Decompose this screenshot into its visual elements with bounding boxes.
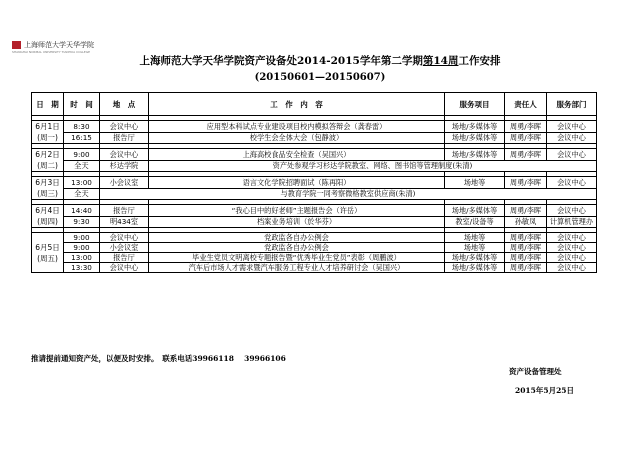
table-row bbox=[32, 216, 597, 228]
content-cell: 与教育学院一同考察微格教室供应商(朱清) bbox=[100, 188, 597, 200]
table-row bbox=[32, 177, 597, 189]
place-cell: 会议中心 bbox=[100, 149, 149, 161]
service-cell: 场地/多媒体等 bbox=[445, 205, 505, 217]
owner-cell: 周勇/李晖 bbox=[505, 177, 547, 189]
schedule-table bbox=[31, 92, 597, 273]
dept-cell: 会议中心 bbox=[547, 205, 597, 217]
owner-cell: 周勇/李晖 bbox=[505, 121, 547, 133]
signature-org: 资产设备管理处 bbox=[509, 367, 562, 376]
dept-cell: 会议中心 bbox=[547, 132, 597, 144]
date-range: (20150601—20150607) bbox=[254, 72, 386, 83]
day-cell bbox=[32, 177, 64, 200]
table-row bbox=[32, 263, 597, 273]
time-cell: 13:30 bbox=[64, 263, 100, 273]
place-cell: 明434室 bbox=[100, 216, 149, 228]
time-cell: 16:15 bbox=[64, 132, 100, 144]
logo-emblem-icon bbox=[12, 41, 21, 49]
day-cell bbox=[32, 121, 64, 144]
place-cell: 小会议室 bbox=[100, 177, 149, 189]
time-cell: 8:30 bbox=[64, 121, 100, 133]
day-weekday: (周四) bbox=[37, 217, 58, 226]
header-place: 地 点 bbox=[100, 93, 149, 116]
place-cell: 会议中心 bbox=[100, 121, 149, 133]
day-weekday: (周五) bbox=[37, 253, 58, 263]
day-date: 6月4日 bbox=[35, 206, 60, 215]
day-cell bbox=[32, 205, 64, 228]
owner-cell: 孙敏凤 bbox=[505, 216, 547, 228]
page-title bbox=[0, 53, 640, 68]
content-cell: 校学生会全体大会（包静波） bbox=[149, 132, 445, 144]
day-date: 6月1日 bbox=[35, 122, 60, 131]
time-cell: 9:00 bbox=[64, 233, 100, 243]
content-cell: 资产处参观学习杉达学院教室、网络、图书馆等管理制度(朱清) bbox=[149, 160, 597, 172]
table-header-row bbox=[32, 93, 597, 116]
service-cell: 场地/多媒体等 bbox=[445, 132, 505, 144]
service-cell: 场地等 bbox=[445, 177, 505, 189]
table-row bbox=[32, 121, 597, 133]
dept-cell: 会议中心 bbox=[547, 263, 597, 273]
day-weekday: (周二) bbox=[37, 161, 58, 170]
logo-english-text: SHANGHAI NORMAL UNIVERSITY TIANHUA COLLEGE bbox=[12, 50, 91, 54]
content-cell: 语言文化学院招聘面试（陈再阳） bbox=[149, 177, 445, 189]
owner-cell: 周勇/李晖 bbox=[505, 149, 547, 161]
owner-cell: 周勇/李晖 bbox=[505, 205, 547, 217]
owner-cell: 周勇/李晖 bbox=[505, 233, 547, 243]
place-cell: 会议中心 bbox=[100, 233, 149, 243]
table-row bbox=[32, 149, 597, 161]
dept-cell: 计算机管理办 bbox=[547, 216, 597, 228]
day-cell bbox=[32, 149, 64, 172]
dept-cell: 会议中心 bbox=[547, 149, 597, 161]
service-cell: 场地/多媒体等 bbox=[445, 253, 505, 263]
time-cell: 9:00 bbox=[64, 243, 100, 253]
day-weekday: (周一) bbox=[37, 133, 58, 142]
dept-cell: 会议中心 bbox=[547, 121, 597, 133]
service-cell: 场地等 bbox=[445, 233, 505, 243]
header-service: 服务项目 bbox=[445, 93, 505, 116]
day-weekday: (周三) bbox=[37, 189, 58, 198]
content-cell: 毕业生党员文明离校专题报告暨“优秀毕业生党员”表彰（周鹏波） bbox=[149, 253, 445, 263]
owner-cell: 周勇/李晖 bbox=[505, 132, 547, 144]
day-date: 6月2日 bbox=[35, 150, 60, 159]
header-time: 时 间 bbox=[64, 93, 100, 116]
logo-text: 上海师范大学天华学院 bbox=[24, 41, 94, 49]
dept-cell: 会议中心 bbox=[547, 233, 597, 243]
place-cell: 小会议室 bbox=[100, 243, 149, 253]
time-cell: 9:30 bbox=[64, 216, 100, 228]
header-content: 工 作 内 容 bbox=[149, 93, 445, 116]
place-cell: 报告厅 bbox=[100, 132, 149, 144]
service-cell: 场地/多媒体等 bbox=[445, 149, 505, 161]
place-cell: 报告厅 bbox=[100, 253, 149, 263]
content-cell: 应用型本科试点专业建设项目校内模拟答辩会（龚春雷） bbox=[149, 121, 445, 133]
table-row bbox=[32, 243, 597, 253]
time-cell: 9:00 bbox=[64, 149, 100, 161]
title-suffix: 工作安排 bbox=[458, 55, 501, 67]
signature-date: 2015年5月25日 bbox=[515, 386, 575, 395]
header-date: 日 期 bbox=[32, 93, 64, 116]
table-row bbox=[32, 253, 597, 263]
service-cell: 场地/多媒体等 bbox=[445, 121, 505, 133]
table-row bbox=[32, 205, 597, 217]
content-cell: 档案业务培训（於华芬） bbox=[149, 216, 445, 228]
time-cell: 13:00 bbox=[64, 253, 100, 263]
service-cell: 场地/多媒体等 bbox=[445, 263, 505, 273]
title-prefix: 上海师范大学天华学院资产设备处2014-2015学年第二学期 bbox=[139, 55, 423, 67]
header-owner: 责任人 bbox=[505, 93, 547, 116]
time-cell: 14:40 bbox=[64, 205, 100, 217]
day-cell bbox=[32, 233, 64, 273]
service-cell: 教室/设备等 bbox=[445, 216, 505, 228]
place-cell: 报告厅 bbox=[100, 205, 149, 217]
table-row bbox=[32, 233, 597, 243]
time-cell: 全天 bbox=[64, 188, 100, 200]
owner-cell: 周勇/李晖 bbox=[505, 243, 547, 253]
service-cell: 场地等 bbox=[445, 243, 505, 253]
day-date: 6月3日 bbox=[35, 178, 60, 187]
table-row bbox=[32, 132, 597, 144]
header-dept: 服务部门 bbox=[547, 93, 597, 116]
dept-cell: 会议中心 bbox=[547, 253, 597, 263]
dept-cell: 会议中心 bbox=[547, 243, 597, 253]
content-cell: “我心目中的好老师”主题报告会（许岳） bbox=[149, 205, 445, 217]
time-cell: 13:00 bbox=[64, 177, 100, 189]
content-cell: 汽车后市场人才需求暨汽车服务工程专业人才培养研讨会（吴国兴） bbox=[149, 263, 445, 273]
owner-cell: 周勇/李晖 bbox=[505, 253, 547, 263]
table-row bbox=[32, 160, 597, 172]
college-logo bbox=[12, 40, 94, 54]
contact-note: 推请提前通知资产处，以便及时安排。 联系电话39966118 39966106 bbox=[31, 354, 286, 363]
content-cell: 上海高校食品安全检查（吴国兴） bbox=[149, 149, 445, 161]
place-cell: 杉达学院 bbox=[100, 160, 149, 172]
day-date: 6月5日 bbox=[35, 242, 60, 252]
content-cell: 党政监各自办公例会 bbox=[149, 233, 445, 243]
dept-cell: 会议中心 bbox=[547, 177, 597, 189]
content-cell: 党政监各自办公例会 bbox=[149, 243, 445, 253]
owner-cell: 周勇/李晖 bbox=[505, 263, 547, 273]
time-cell: 全天 bbox=[64, 160, 100, 172]
table-row bbox=[32, 188, 597, 200]
title-week: 第14周 bbox=[422, 55, 459, 67]
place-cell: 会议中心 bbox=[100, 263, 149, 273]
